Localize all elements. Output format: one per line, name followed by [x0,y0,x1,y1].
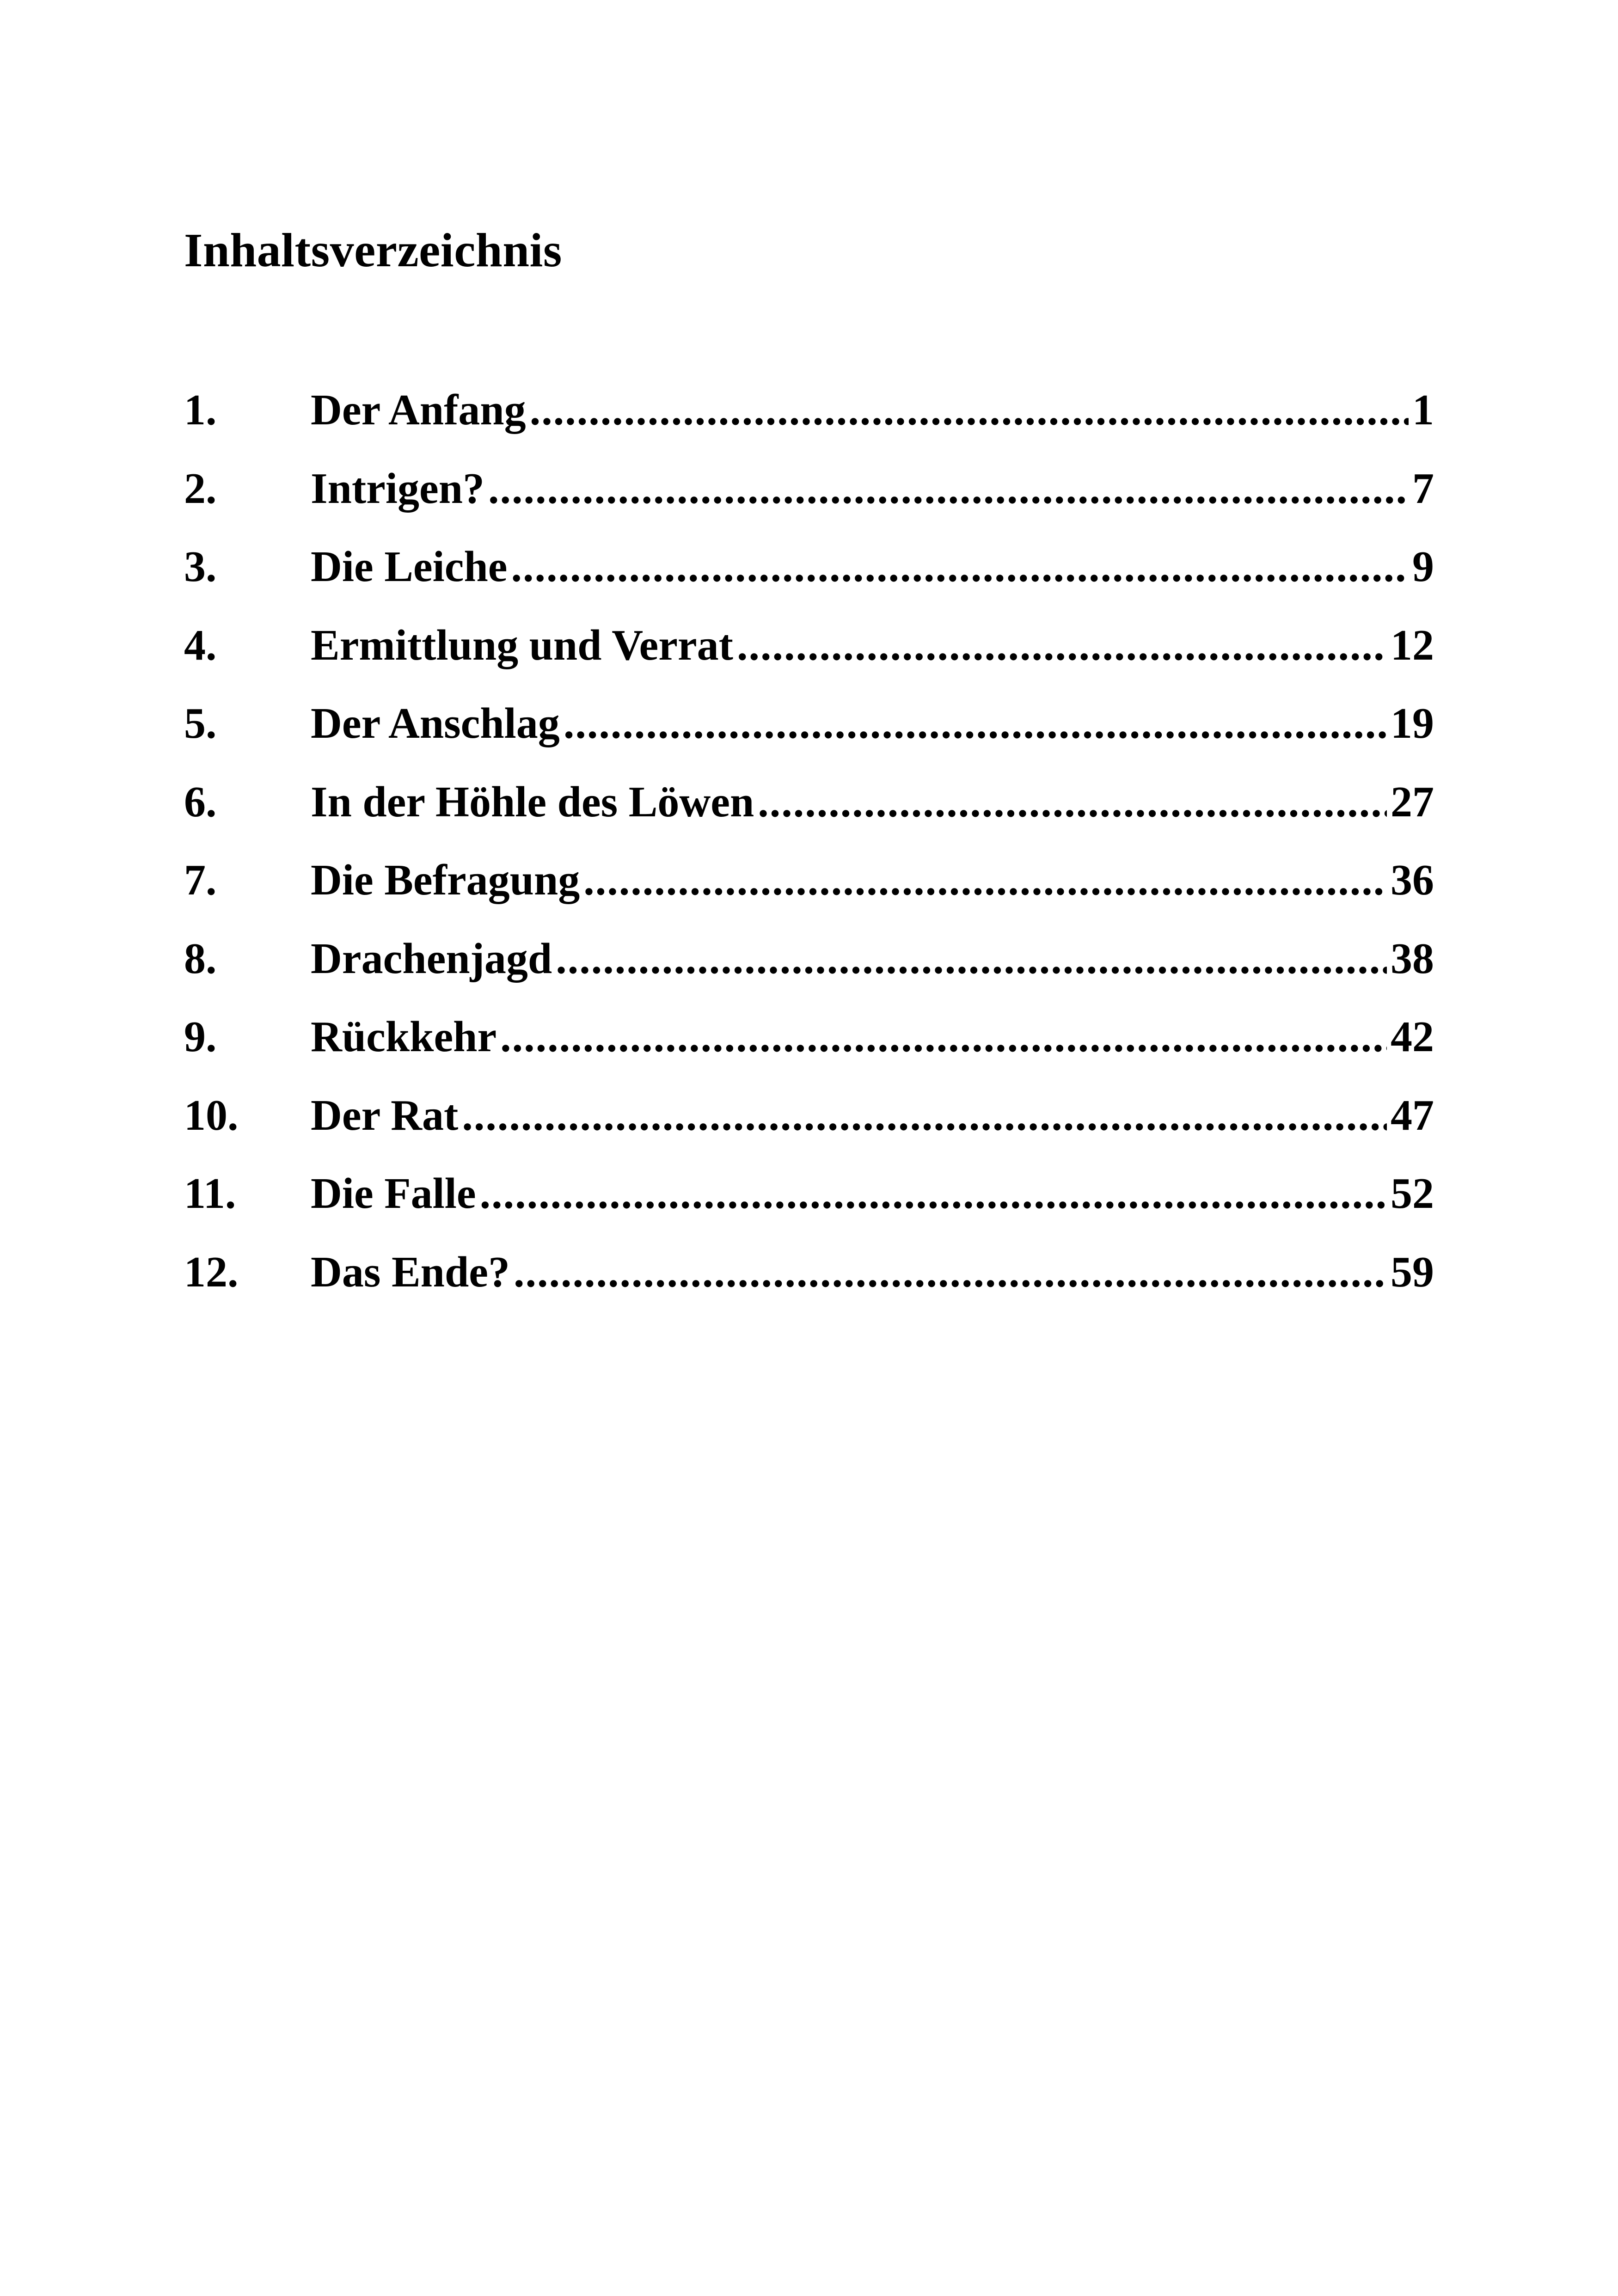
toc-entry [184,780,1434,859]
chapter-number: 8. [184,934,217,983]
page-title: Inhaltsverzeichnis [184,224,562,277]
page-number: 27 [1391,778,1434,826]
dot-leader [556,937,1387,980]
chapter-title: Der Anfang [311,386,526,434]
chapter-number: 7. [184,856,217,904]
page-number: 52 [1391,1169,1434,1218]
dot-leader [488,467,1409,510]
chapter-title: Ermittlung und Verrat [311,621,733,669]
toc-entry [184,1091,1434,1172]
toc-entry [184,388,1434,467]
chapter-title: Drachenjagd [311,934,552,983]
chapter-number: 12. [184,1248,239,1296]
chapter-title: Die Falle [311,1169,476,1218]
chapter-number: 9. [184,1013,217,1061]
chapter-title: Das Ende? [311,1248,510,1296]
dot-leader [462,1094,1387,1137]
toc-entry [184,545,1434,624]
chapter-title: Die Leiche [311,543,508,591]
chapter-number: 5. [184,699,217,747]
chapter-title: Die Befragung [311,856,580,904]
toc-entry [184,699,1434,780]
toc-entry [184,934,1434,1016]
chapter-title: Der Anschlag [311,699,560,747]
toc-entry [184,464,1434,545]
page-number: 1 [1412,386,1434,434]
chapter-number: 4. [184,621,217,669]
page-number: 42 [1391,1013,1434,1061]
chapter-title: Der Rat [311,1091,459,1139]
page-number: 47 [1391,1091,1434,1139]
toc-entry [184,1250,1434,1329]
chapter-number: 10. [184,1091,239,1139]
page-number: 12 [1391,621,1434,669]
table-of-contents [184,388,1434,1329]
toc-entry [184,621,1434,702]
chapter-title: Rückkehr [311,1013,497,1061]
page-number: 19 [1391,699,1434,747]
dot-leader [564,702,1387,745]
dot-leader [758,780,1387,824]
page-number: 9 [1412,543,1434,591]
page-number: 7 [1412,464,1434,513]
chapter-title: Intrigen? [311,464,484,513]
page-number: 59 [1391,1248,1434,1296]
dot-leader [737,624,1387,667]
chapter-number: 3. [184,543,217,591]
toc-entry [184,1015,1434,1094]
page-number: 38 [1391,934,1434,983]
dot-leader [511,545,1409,588]
dot-leader [583,858,1387,902]
toc-entry [184,1169,1434,1250]
chapter-number: 11. [184,1169,236,1218]
toc-entry [184,858,1434,937]
dot-leader [480,1172,1387,1215]
chapter-number: 2. [184,464,217,513]
chapter-number: 6. [184,778,217,826]
chapter-number: 1. [184,386,217,434]
dot-leader [530,388,1409,432]
dot-leader [500,1015,1387,1059]
page-number: 36 [1391,856,1434,904]
chapter-title: In der Höhle des Löwen [311,778,754,826]
dot-leader [514,1250,1387,1294]
